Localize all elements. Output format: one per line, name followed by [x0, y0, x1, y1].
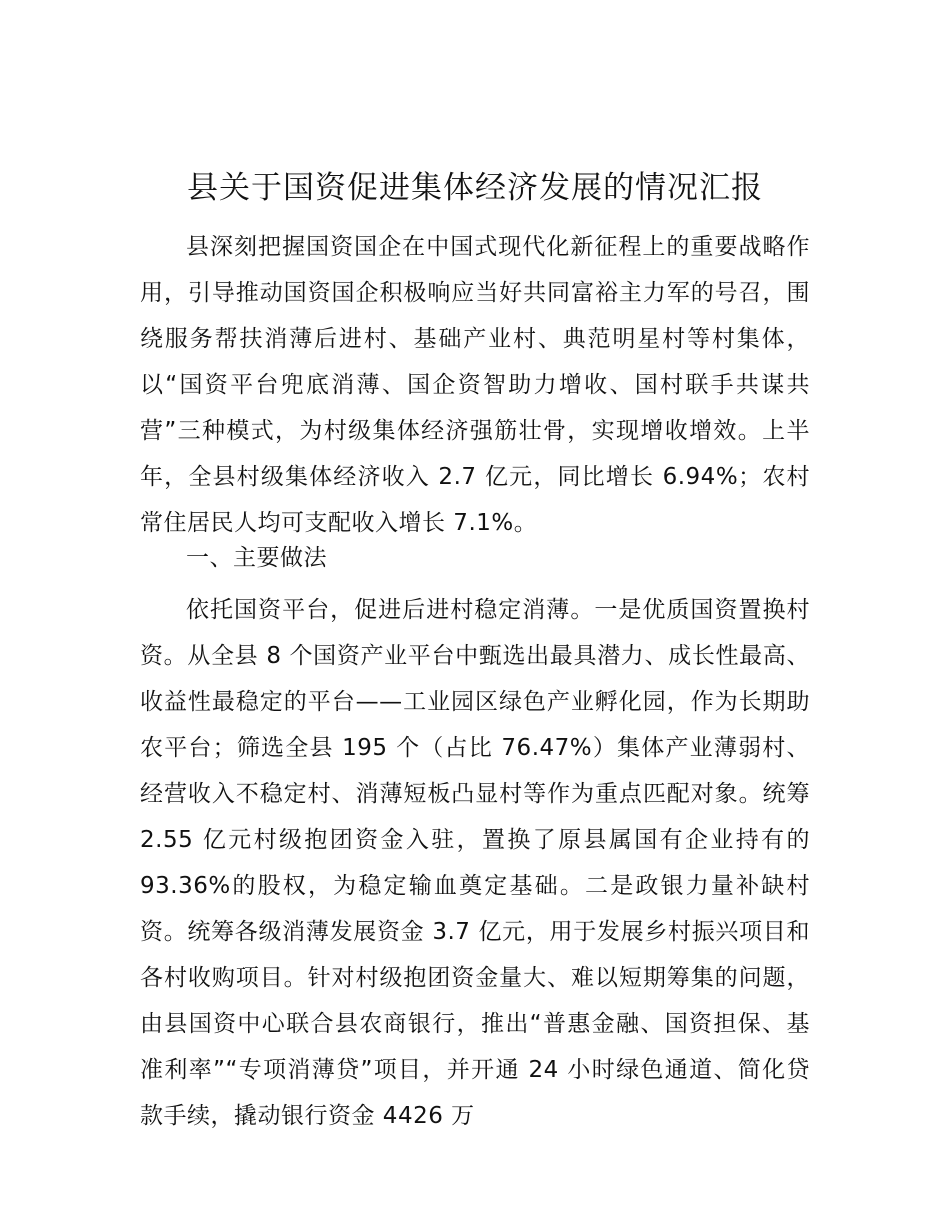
intro-paragraph: 县深刻把握国资国企在中国式现代化新征程上的重要战略作用，引导推动国资国企积极响应当好共同富裕主力军的号召，围绕服务帮扶消薄后进村、基础产业村、典范明星村等村集体，以“国资平台兜底消薄、国企资智助力增收、国村联手共谋共营”三种模式，为村级集体经济强筋壮骨，实现增收增效。上半年，全县村级集体经济收入 2.7 亿元，同比增长 6.94%；农村常住居民人均可支配收入增长 7.1%。 [140, 234, 810, 536]
body-paragraph: 依托国资平台，促进后进村稳定消薄。一是优质国资置换村资。从全县 8 个国资产业平台中甄选出最具潜力、成长性最高、收益性最稳定的平台——工业园区绿色产业孵化园，作为长期助农平台；筛选全县 195 个（占比 76.47%）集体产业薄弱村、经营收入不稳定村、消薄短板凸显村等作为重点匹配对象。统筹 2.55 亿元村级抱团资金入驻，置换了原县属国有企业持有的 93.36%的股权，为稳定输血奠定基础。二是政银力量补缺村资。统筹各级消薄发展资金 3.7 亿元，用于发展乡村振兴项目和各村收购项目。针对村级抱团资金量大、难以短期筹集的问题，由县国资中心联合县农商银行，推出“普惠金融、国资担保、基准利率”“专项消薄贷”项目，并开通 24 小时绿色通道、简化贷款手续，撬动银行资金 4426 万 [140, 597, 810, 1129]
document-title: 县关于国资促进集体经济发展的情况汇报 [187, 170, 763, 206]
section-heading: 一、主要做法 [186, 545, 327, 571]
